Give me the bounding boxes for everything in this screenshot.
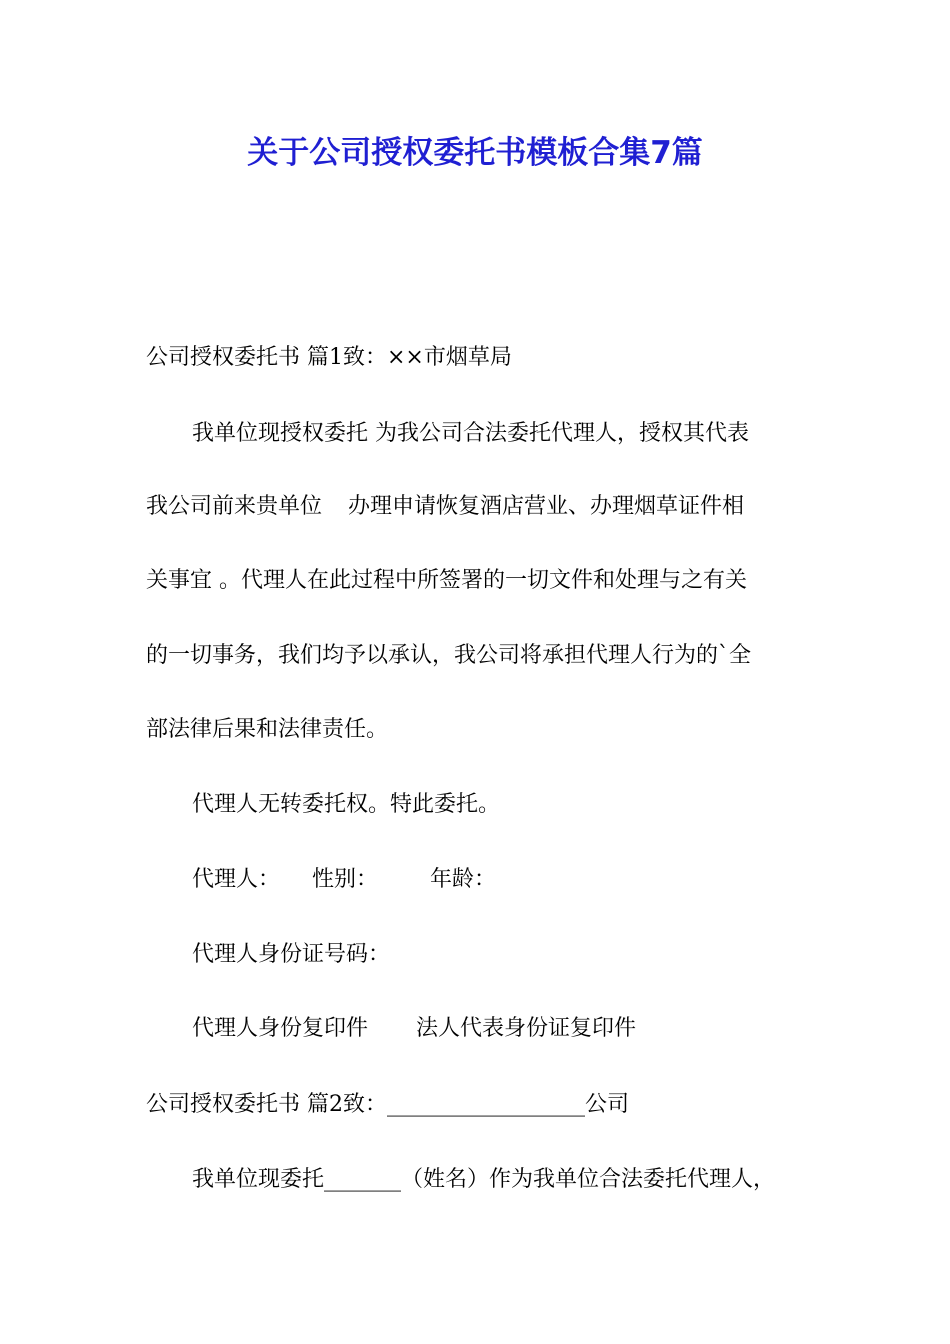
age-field-label: 年龄：	[430, 867, 497, 892]
section-1-paragraph: 代理人无转委托权。特此委托。	[192, 792, 501, 817]
section-1-paragraph-line: 部法律后果和法律责任。	[146, 717, 389, 742]
attachments-line	[192, 1013, 636, 1045]
id-number-field-label: 代理人身份证号码：	[192, 942, 391, 967]
agent-id-copy-label: 代理人身份复印件	[192, 1016, 369, 1041]
section-1-paragraph-line: 的一切事务，我们均予以承认，我公司将承担代理人行为的`全	[146, 643, 752, 668]
legal-rep-id-copy-label: 法人代表身份证复印件	[416, 1016, 637, 1041]
section-1-heading: 公司授权委托书 篇1致：××市烟草局	[146, 345, 512, 370]
paragraph-text: 办理申请恢复酒店营业、办理烟草证件相	[348, 494, 745, 519]
section-1-paragraph-line	[146, 491, 744, 523]
agent-field-label: 代理人：	[192, 867, 281, 892]
paragraph-text: 我公司前来贵单位	[146, 494, 323, 519]
page-title: 关于公司授权委托书模板合集7篇	[247, 135, 703, 171]
section-2-paragraph-line: 我单位现委托_______（姓名）作为我单位合法委托代理人，	[192, 1167, 776, 1192]
section-2-heading: 公司授权委托书 篇2致：__________________公司	[146, 1092, 629, 1117]
gender-field-label: 性别：	[312, 867, 379, 892]
section-1-paragraph-line: 我单位现授权委托 为我公司合法委托代理人，授权其代表	[192, 421, 749, 446]
agent-info-fields	[192, 864, 496, 896]
section-1-paragraph-line: 关事宜 。代理人在此过程中所签署的一切文件和处理与之有关	[146, 568, 747, 593]
